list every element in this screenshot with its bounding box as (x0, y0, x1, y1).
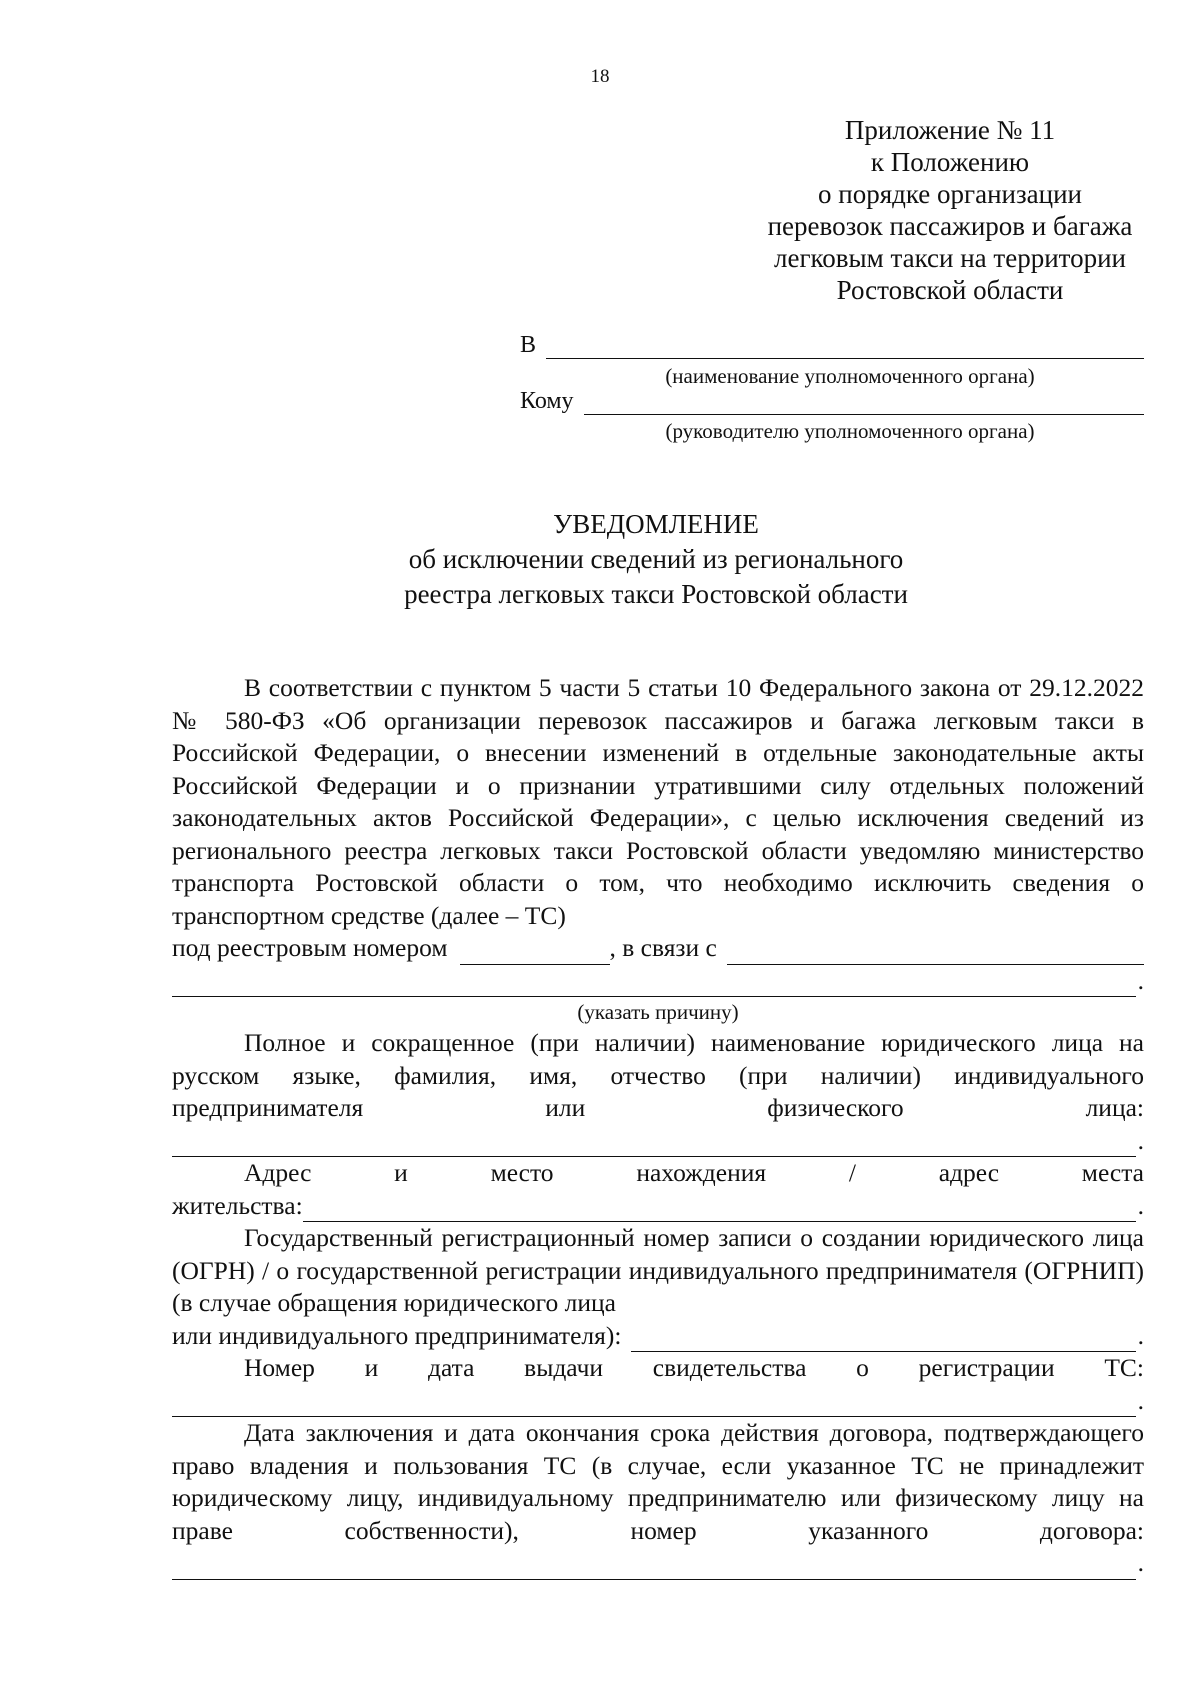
title-line: реестра легковых такси Ростовской области (404, 579, 908, 609)
address-label-line: Адрес и место нахождения / адрес места (244, 1158, 1144, 1187)
registry-number-row (172, 932, 1144, 965)
recipient-head-field[interactable] (584, 388, 1144, 415)
notification-body (172, 672, 1144, 1580)
period: . (1137, 965, 1144, 995)
period: . (1137, 1190, 1144, 1220)
contract-paragraph: Дата заключения и дата окончания срока действия договора, подтверждающего право владения и пользования ТС (в случае, если указанное ТС не принадлежит юридическому лицу, индивидуальному предпринимателю или физическому лицу на праве собственности), номер указанного договора: (172, 1418, 1144, 1545)
applicant-name-row (172, 1125, 1144, 1158)
title-line: об исключении сведений из регионального (408, 544, 904, 574)
intro-paragraph: В соответствии с пунктом 5 части 5 статьи 10 Федерального закона от 29.12.2022 № 580-ФЗ «Об организации перевозок пассажиров и багажа легковым такси в Российской Федерации, о внесении изменений в отдельные законодательные акты Российской Федерации и о признании утратившими силу отдельных положений законодательных актов Российской Федерации», с целью исключения сведений из регионального реестра легковых такси Ростовской области уведомляю министерство транспорта Ростовской области о том, что необходимо исключить сведения о транспортном средстве (далее – ТС) (172, 673, 1144, 930)
registry-number-label: под реестровым номером (172, 933, 448, 962)
registry-number-field[interactable] (460, 942, 610, 965)
title-heading: УВЕДОМЛЕНИЕ (553, 509, 759, 539)
reason-field[interactable] (727, 940, 1144, 965)
recipient-organ-row (520, 332, 1144, 359)
recipient-head-row (520, 388, 1144, 415)
period: . (1137, 1320, 1144, 1350)
ogrn-row (172, 1320, 1144, 1353)
address-row (172, 1190, 1144, 1223)
period: . (1137, 1125, 1144, 1155)
contract-field[interactable] (172, 1555, 1136, 1580)
appendix-line: к Положению (870, 147, 1030, 177)
applicant-name-paragraph: Полное и сокращенное (при наличии) наименование юридического лица на русском языке, фамилия, имя, отчество (при наличии) индивидуального предпринимателя или физического лица: (172, 1028, 1144, 1122)
applicant-name-field[interactable] (172, 1132, 1136, 1157)
contract-row (172, 1547, 1144, 1580)
address-field[interactable] (303, 1197, 1136, 1222)
appendix-line: о порядке организации (818, 179, 1082, 209)
reason-continuation-row (172, 965, 1144, 998)
reason-continuation-field[interactable] (172, 972, 1136, 997)
ogrn-field[interactable] (631, 1327, 1135, 1352)
appendix-line: перевозок пассажиров и багажа (767, 211, 1133, 241)
appendix-header (740, 114, 1160, 306)
recipient-head-hint: (руководителю уполномоченного органа) (665, 419, 1035, 443)
appendix-line: Приложение № 11 (844, 115, 1056, 145)
vehicle-certificate-row (172, 1385, 1144, 1418)
recipient-head-label: Кому (520, 388, 574, 414)
recipient-organ-hint: (наименование уполномоченного органа) (665, 364, 1035, 388)
address-label: жительства: (172, 1190, 303, 1220)
vehicle-certificate-field[interactable] (172, 1392, 1136, 1417)
reason-hint: (указать причину) (577, 1000, 739, 1024)
ogrn-paragraph: Государственный регистрационный номер записи о создании юридического лица (ОГРН) / о государственной регистрации индивидуального предпринимателя (ОГРНИП) (в случае обращения юридического лица (172, 1223, 1144, 1317)
appendix-line: легковым такси на территории (773, 243, 1126, 273)
recipient-organ-label: В (520, 332, 537, 358)
vehicle-certificate-label: Номер и дата выдачи свидетельства о регистрации ТС: (244, 1353, 1144, 1382)
period: . (1137, 1385, 1144, 1415)
ogrn-label: или индивидуального предпринимателя): (172, 1320, 622, 1350)
period: . (1137, 1548, 1144, 1577)
recipient-organ-field[interactable] (546, 332, 1144, 359)
document-title (0, 507, 1200, 612)
appendix-line: Ростовской области (836, 275, 1064, 305)
page-number: 18 (590, 66, 610, 87)
reason-label: , в связи с (609, 933, 717, 962)
